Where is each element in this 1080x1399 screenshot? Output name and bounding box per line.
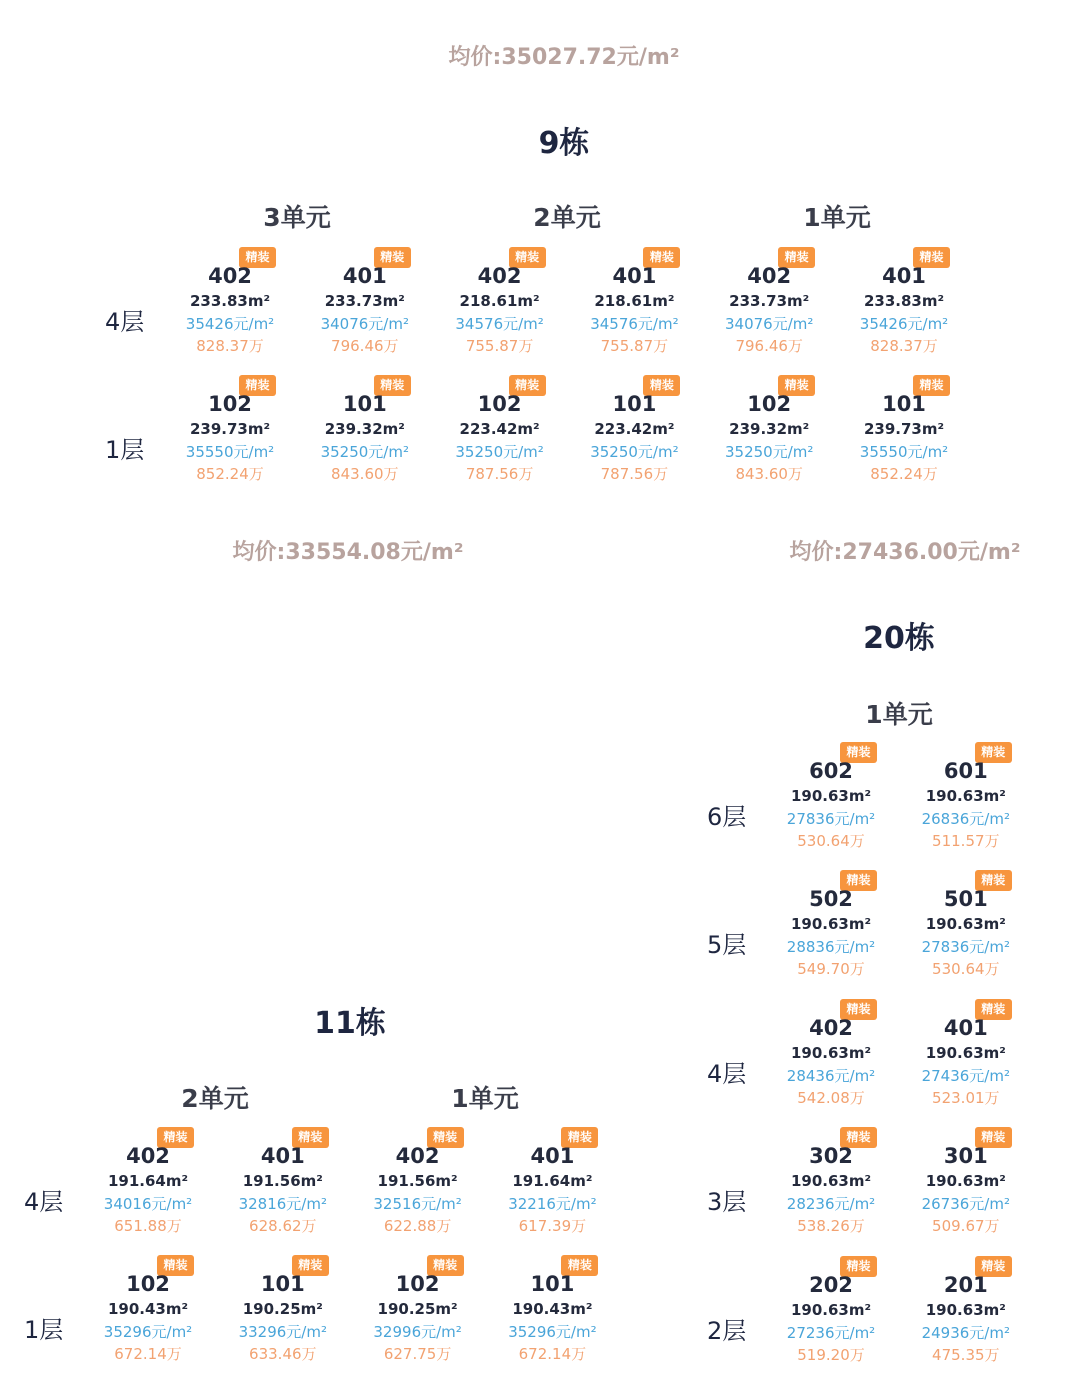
room-number: 101 xyxy=(612,392,657,416)
unit-price: 34576元/m² xyxy=(590,315,679,333)
room-number: 101 xyxy=(260,1272,305,1296)
total-price: 542.08万 xyxy=(797,1088,865,1107)
unit-price: 27836元/m² xyxy=(786,810,876,828)
total-price: 828.37万 xyxy=(196,337,264,355)
unit-price: 26836元/m² xyxy=(921,810,1010,828)
unit-price: 32216元/m² xyxy=(508,1195,597,1213)
decoration-tag: 精装 xyxy=(778,375,815,396)
decoration-tag: 精装 xyxy=(975,1256,1012,1277)
decoration-tag: 精装 xyxy=(239,375,276,396)
apartment-card[interactable] xyxy=(764,1256,898,1376)
unit-title: 2单元 xyxy=(533,203,601,232)
floor-label: 1层 xyxy=(24,1316,64,1344)
total-price: 509.67万 xyxy=(932,1217,1000,1236)
unit-price: 24936元/m² xyxy=(921,1323,1010,1342)
apartment-card[interactable] xyxy=(837,247,971,367)
room-number: 502 xyxy=(809,887,853,912)
total-price: 672.14万 xyxy=(518,1345,587,1363)
room-area: 190.63m² xyxy=(925,787,1006,805)
floor-label: 4层 xyxy=(707,1059,747,1088)
unit-price: 35250元/m² xyxy=(455,443,544,461)
room-number: 101 xyxy=(530,1272,575,1296)
total-price: 511.57万 xyxy=(932,832,1000,850)
unit-title: 1单元 xyxy=(451,1084,519,1113)
decoration-tag: 精装 xyxy=(913,375,950,396)
decoration-tag: 精装 xyxy=(374,247,411,268)
total-price: 475.35万 xyxy=(932,1345,1000,1364)
decoration-tag: 精装 xyxy=(157,1255,194,1276)
total-price: 787.56万 xyxy=(465,465,534,483)
apartment-card[interactable] xyxy=(163,247,297,367)
room-number: 402 xyxy=(477,264,522,288)
apartment-card[interactable] xyxy=(485,1255,619,1375)
room-area: 218.61m² xyxy=(594,292,675,310)
decoration-tag: 精装 xyxy=(427,1127,464,1148)
unit-title: 1单元 xyxy=(865,700,933,729)
unit-price: 34016元/m² xyxy=(103,1195,193,1213)
decoration-tag: 精装 xyxy=(778,247,815,268)
decoration-tag: 精装 xyxy=(913,247,950,268)
room-area: 190.63m² xyxy=(790,915,872,934)
room-number: 401 xyxy=(342,264,387,288)
unit-price: 27836元/m² xyxy=(921,938,1010,957)
apartment-card[interactable] xyxy=(298,247,432,367)
room-area: 233.83m² xyxy=(189,292,271,310)
apartment-card[interactable] xyxy=(567,247,701,367)
total-price: 627.75万 xyxy=(383,1345,452,1363)
room-area: 190.43m² xyxy=(512,1300,593,1318)
unit-price: 27436元/m² xyxy=(921,1066,1010,1085)
room-area: 190.63m² xyxy=(790,1172,872,1191)
room-area: 218.61m² xyxy=(459,292,540,310)
building-title: 20栋 xyxy=(863,621,935,656)
apartment-card[interactable] xyxy=(485,1127,619,1247)
decoration-tag: 精装 xyxy=(975,999,1012,1020)
total-price: 828.37万 xyxy=(870,337,938,355)
unit-price: 27236元/m² xyxy=(786,1323,876,1342)
unit-price: 35250元/m² xyxy=(320,443,409,461)
room-area: 190.63m² xyxy=(790,1300,872,1319)
floor-label: 6层 xyxy=(707,803,747,831)
total-price: 530.64万 xyxy=(797,832,865,850)
apartment-card[interactable] xyxy=(899,870,1033,990)
decoration-tag: 精装 xyxy=(509,247,546,268)
room-number: 401 xyxy=(530,1144,575,1168)
room-area: 191.56m² xyxy=(377,1172,458,1190)
apartment-card[interactable] xyxy=(351,1255,485,1375)
total-price: 852.24万 xyxy=(870,465,938,483)
room-area: 190.25m² xyxy=(377,1300,458,1318)
total-price: 651.88万 xyxy=(114,1217,182,1235)
apartment-card[interactable] xyxy=(899,1256,1033,1376)
unit-price: 32816元/m² xyxy=(238,1195,327,1213)
total-price: 755.87万 xyxy=(465,337,534,355)
total-price: 787.56万 xyxy=(600,465,669,483)
unit-title: 1单元 xyxy=(803,203,871,232)
unit-price: 32516元/m² xyxy=(373,1195,462,1213)
total-price: 796.46万 xyxy=(735,337,803,355)
room-area: 191.64m² xyxy=(107,1172,189,1190)
floor-label: 4层 xyxy=(24,1188,64,1216)
room-number: 102 xyxy=(126,1272,170,1296)
total-price: 530.64万 xyxy=(932,960,1000,979)
unit-price: 35550元/m² xyxy=(859,443,949,461)
total-price: 538.26万 xyxy=(797,1217,865,1236)
room-number: 501 xyxy=(943,887,988,912)
apartment-card[interactable] xyxy=(764,1127,898,1247)
decoration-tag: 精装 xyxy=(374,375,411,396)
total-price: 519.20万 xyxy=(797,1345,865,1364)
decoration-tag: 精装 xyxy=(239,247,276,268)
decoration-tag: 精装 xyxy=(292,1127,329,1148)
total-price: 633.46万 xyxy=(249,1345,317,1363)
room-number: 402 xyxy=(395,1144,440,1168)
decoration-tag: 精装 xyxy=(975,742,1012,763)
room-number: 101 xyxy=(342,392,387,416)
unit-price: 28436元/m² xyxy=(786,1066,876,1085)
unit-price: 35250元/m² xyxy=(590,443,679,461)
total-price: 617.39万 xyxy=(518,1217,587,1235)
total-price: 523.01万 xyxy=(932,1088,1000,1107)
room-number: 402 xyxy=(747,264,792,288)
room-number: 401 xyxy=(882,264,926,288)
room-area: 191.56m² xyxy=(242,1172,323,1190)
unit-price: 28836元/m² xyxy=(786,938,876,957)
unit-price: 35296元/m² xyxy=(508,1323,597,1341)
decoration-tag: 精装 xyxy=(975,1127,1012,1148)
room-number: 401 xyxy=(260,1144,305,1168)
apartment-card[interactable] xyxy=(764,742,898,862)
apartment-card[interactable] xyxy=(764,999,898,1119)
apartment-card[interactable] xyxy=(899,999,1033,1119)
decoration-tag: 精装 xyxy=(840,870,877,891)
floor-label: 4层 xyxy=(105,308,145,336)
decoration-tag: 精装 xyxy=(509,375,546,396)
decoration-tag: 精装 xyxy=(975,870,1012,891)
apartment-card[interactable] xyxy=(567,375,701,495)
unit-price: 34076元/m² xyxy=(724,315,814,333)
room-number: 301 xyxy=(943,1144,988,1169)
decoration-tag: 精装 xyxy=(840,999,877,1020)
decoration-tag: 精装 xyxy=(292,1255,329,1276)
unit-price: 34076元/m² xyxy=(320,315,409,333)
apartment-card[interactable] xyxy=(351,1127,485,1247)
total-price: 796.46万 xyxy=(331,337,399,355)
room-area: 190.63m² xyxy=(790,1043,872,1062)
room-area: 190.63m² xyxy=(925,1300,1006,1319)
apartment-card[interactable] xyxy=(899,1127,1033,1247)
unit-price: 26736元/m² xyxy=(921,1195,1010,1214)
room-area: 223.42m² xyxy=(594,420,675,438)
floor-label: 2层 xyxy=(707,1316,747,1345)
room-area: 233.73m² xyxy=(729,292,810,310)
room-area: 190.63m² xyxy=(925,1043,1006,1062)
apartment-card[interactable] xyxy=(216,1127,350,1247)
unit-price: 35426元/m² xyxy=(859,315,949,333)
unit-price: 35550元/m² xyxy=(185,443,275,461)
room-number: 102 xyxy=(747,392,792,416)
decoration-tag: 精装 xyxy=(427,1255,464,1276)
building-title: 9栋 xyxy=(538,126,590,161)
apartment-card[interactable] xyxy=(764,870,898,990)
apartment-card[interactable] xyxy=(216,1255,350,1375)
floor-label: 5层 xyxy=(707,931,747,960)
room-area: 239.32m² xyxy=(324,420,405,438)
room-area: 239.32m² xyxy=(729,420,810,438)
total-price: 755.87万 xyxy=(600,337,669,355)
total-price: 628.62万 xyxy=(249,1217,317,1235)
apartment-card[interactable] xyxy=(837,375,971,495)
building-title: 11栋 xyxy=(314,1006,386,1041)
room-number: 401 xyxy=(943,1015,988,1040)
unit-title: 2单元 xyxy=(181,1084,249,1113)
room-number: 402 xyxy=(126,1144,170,1168)
total-price: 672.14万 xyxy=(114,1345,182,1363)
room-area: 239.73m² xyxy=(189,420,271,438)
room-area: 190.25m² xyxy=(242,1300,323,1318)
room-area: 190.63m² xyxy=(925,915,1006,934)
room-number: 402 xyxy=(809,1015,853,1040)
apartment-card[interactable] xyxy=(81,1127,215,1247)
room-area: 190.43m² xyxy=(107,1300,189,1318)
average-price: 均价:35027.72元/m² xyxy=(448,45,680,70)
total-price: 843.60万 xyxy=(331,465,399,483)
apartment-card[interactable] xyxy=(298,375,432,495)
room-area: 190.63m² xyxy=(925,1172,1006,1191)
decoration-tag: 精装 xyxy=(157,1127,194,1148)
apartment-card[interactable] xyxy=(433,247,567,367)
room-area: 239.73m² xyxy=(863,420,945,438)
unit-price: 34576元/m² xyxy=(455,315,544,333)
unit-price: 28236元/m² xyxy=(786,1195,876,1214)
room-number: 302 xyxy=(809,1144,853,1169)
decoration-tag: 精装 xyxy=(561,1255,598,1276)
apartment-card[interactable] xyxy=(433,375,567,495)
room-number: 201 xyxy=(943,1272,988,1297)
floor-label: 3层 xyxy=(707,1188,747,1217)
decoration-tag: 精装 xyxy=(840,742,877,763)
room-area: 233.83m² xyxy=(863,292,945,310)
decoration-tag: 精装 xyxy=(643,247,680,268)
apartment-card[interactable] xyxy=(81,1255,215,1375)
average-price: 均价:27436.00元/m² xyxy=(789,540,1021,565)
unit-price: 35296元/m² xyxy=(103,1323,193,1341)
decoration-tag: 精装 xyxy=(840,1127,877,1148)
total-price: 622.88万 xyxy=(383,1217,452,1235)
apartment-card[interactable] xyxy=(163,375,297,495)
room-number: 202 xyxy=(809,1272,853,1297)
total-price: 852.24万 xyxy=(196,465,264,483)
room-area: 233.73m² xyxy=(324,292,405,310)
room-number: 101 xyxy=(882,392,926,416)
decoration-tag: 精装 xyxy=(840,1256,877,1277)
total-price: 843.60万 xyxy=(735,465,803,483)
unit-price: 35426元/m² xyxy=(185,315,275,333)
unit-price: 32996元/m² xyxy=(373,1323,462,1341)
apartment-card[interactable] xyxy=(702,375,836,495)
floor-label: 1层 xyxy=(105,436,145,464)
unit-title: 3单元 xyxy=(263,203,331,232)
room-number: 602 xyxy=(809,759,853,783)
room-area: 191.64m² xyxy=(512,1172,593,1190)
room-number: 402 xyxy=(208,264,252,288)
total-price: 549.70万 xyxy=(797,960,865,979)
room-area: 190.63m² xyxy=(790,787,872,805)
room-area: 223.42m² xyxy=(459,420,540,438)
room-number: 401 xyxy=(612,264,657,288)
room-number: 102 xyxy=(208,392,252,416)
average-price: 均价:33554.08元/m² xyxy=(232,540,464,565)
decoration-tag: 精装 xyxy=(561,1127,598,1148)
unit-price: 33296元/m² xyxy=(238,1323,327,1341)
room-number: 102 xyxy=(477,392,522,416)
decoration-tag: 精装 xyxy=(643,375,680,396)
apartment-card[interactable] xyxy=(899,742,1033,862)
apartment-card[interactable] xyxy=(702,247,836,367)
room-number: 102 xyxy=(395,1272,440,1296)
unit-price: 35250元/m² xyxy=(724,443,814,461)
room-number: 601 xyxy=(943,759,988,783)
